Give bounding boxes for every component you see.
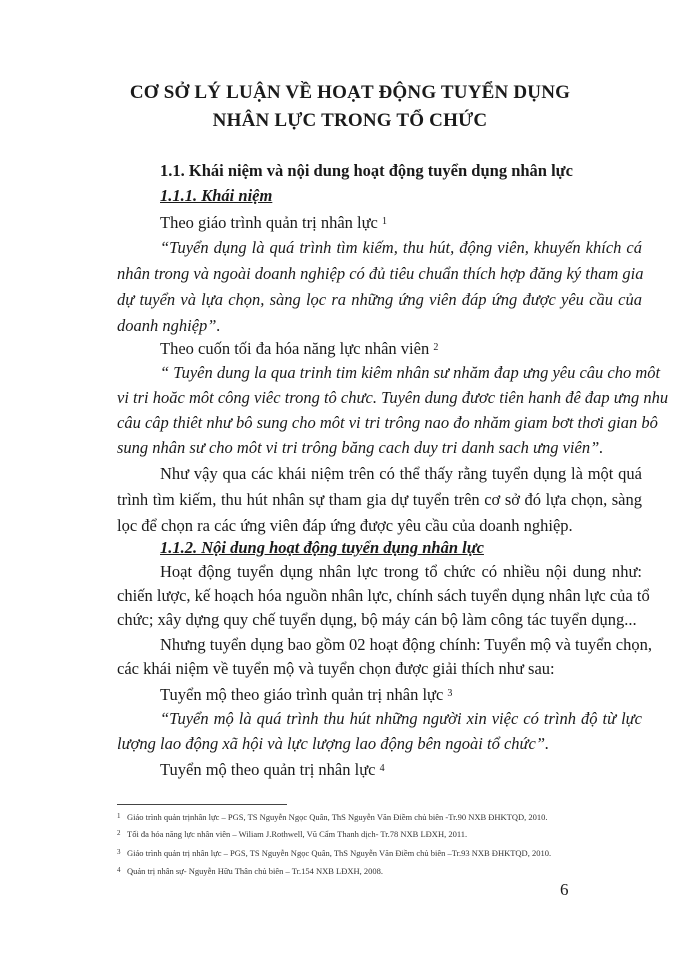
chapter-title-line1: CƠ SỞ LÝ LUẬN VỀ HOẠT ĐỘNG TUYỂN DỤNG	[129, 82, 571, 103]
def3-line: lượng lao động xã hội và lực lượng lao động bên ngoài tổ chức”.	[117, 734, 550, 753]
footnote-text: Tối đa hóa năng lực nhân viên – Wiliam J.Rothwell, Vũ Cẩm Thanh dịch- Tr.78 NXB LĐXH, 2011.	[127, 829, 468, 839]
footnote-ref-1: 1	[382, 216, 388, 227]
subsection-heading-2: 1.1.2. Nội dung hoạt động tuyển dụng nhân lực	[160, 538, 484, 557]
content-line: chiến lược, kế hoạch hóa nguồn nhân lực, chính sách tuyển dụng nhân lực của tổ	[117, 586, 650, 605]
main-line: Nhưng tuyển dụng bao gồm 02 hoạt động chính: Tuyển mộ và tuyển chọn,	[160, 635, 652, 654]
def4-intro	[160, 758, 642, 781]
def1-line: nhân trong và ngoài doanh nghiệp có đủ tiêu chuẩn thích hợp đăng ký tham gia	[117, 264, 644, 283]
def4-intro-text: Tuyển mộ theo quản trị nhân lực	[160, 760, 376, 779]
def1-line: dự tuyển và lựa chọn, sàng lọc ra những ứng viên đáp ứng được yêu cầu của	[117, 290, 642, 309]
summary-line: lọc để chọn ra các ứng viên đáp ứng được yêu cầu của doanh nghiệp.	[117, 516, 573, 535]
def1-intro	[160, 211, 642, 234]
footnote-number: 4	[117, 866, 121, 874]
footnote-separator	[117, 804, 287, 805]
def2-line: “ Tuyên dung la qua trinh tim kiêm nhân sư nhăm đap ưng yêu câu cho môt	[160, 363, 661, 382]
footnote-text: Quản trị nhân sự- Nguyễn Hữu Thân chủ biên – Tr.154 NXB LĐXH, 2008.	[127, 866, 384, 876]
footnote-text: Giáo trình quản trị nhân lực – PGS, TS Nguyễn Ngọc Quân, ThS Nguyễn Văn Điềm chủ biên –Tr.93 NXB ĐHKTQD, 2010.	[127, 848, 552, 858]
chapter-title-line2: NHÂN LỰC TRONG TỔ CHỨC	[212, 110, 488, 131]
def2-intro	[160, 337, 642, 360]
def3-line: “Tuyển mộ là quá trình thu hút những người xin việc có trình độ từ lực	[160, 709, 642, 728]
def2-line: vi tri hoăc môt công viêc trong tô chưc. Tuyên dung đươc tiên hanh đê đap ưng nhu	[117, 388, 669, 407]
summary-line: trình tìm kiếm, thu hút nhân sự tham gia dự tuyển trên cơ sở đó lựa chọn, sàng	[117, 490, 642, 509]
main-line: các khái niệm về tuyển mộ và tuyển chọn được giải thích như sau:	[117, 659, 555, 678]
page-number: 6	[560, 880, 569, 899]
footnote	[117, 812, 657, 822]
footnote-number: 1	[117, 812, 121, 820]
def1-line: doanh nghiệp”.	[117, 316, 221, 335]
content-line: chức; xây dựng quy chế tuyển dụng, bộ máy cán bộ làm công tác tuyển dụng...	[117, 610, 637, 629]
def2-line: câu câp thiêt như bô sung cho môt vi tri trông nao đo nhăm giam bơt thơi gian bô	[117, 413, 658, 432]
def3-intro-text: Tuyển mộ theo giáo trình quản trị nhân lực	[160, 685, 444, 704]
section-heading: 1.1. Khái niệm và nội dung hoạt động tuyển dụng nhân lực	[160, 161, 573, 180]
summary-line: Như vậy qua các khái niệm trên có thể thấy rằng tuyển dụng là một quá	[160, 464, 642, 483]
def2-intro-text: Theo cuốn tối đa hóa năng lực nhân viên	[160, 339, 430, 358]
footnote	[117, 848, 657, 858]
footnote-ref-4: 4	[379, 763, 385, 774]
content-line: Hoạt động tuyển dụng nhân lực trong tổ chức có nhiều nội dung như:	[160, 562, 642, 581]
footnote	[117, 829, 657, 839]
footnote-number: 2	[117, 829, 121, 837]
subsection-heading-1: 1.1.1. Khái niệm	[160, 186, 273, 205]
footnote-ref-2: 2	[433, 342, 439, 353]
footnote-number: 3	[117, 848, 121, 856]
footnote	[117, 866, 657, 876]
def1-intro-text: Theo giáo trình quản trị nhân lực	[160, 213, 378, 232]
def1-line: “Tuyển dụng là quá trình tìm kiếm, thu hút, động viên, khuyến khích cá	[160, 238, 642, 257]
def3-intro	[160, 683, 642, 706]
footnote-ref-3: 3	[447, 688, 453, 699]
footnote-text: Giáo trình quản trịnhân lực – PGS, TS Nguyễn Ngọc Quân, ThS Nguyễn Văn Điềm chủ biên -Tr.90 NXB ĐHKTQD, 2010.	[127, 812, 548, 822]
def2-line: sung nhân sư cho môt vi tri trông băng cach duy tri danh sach ưng viên”.	[117, 438, 604, 457]
